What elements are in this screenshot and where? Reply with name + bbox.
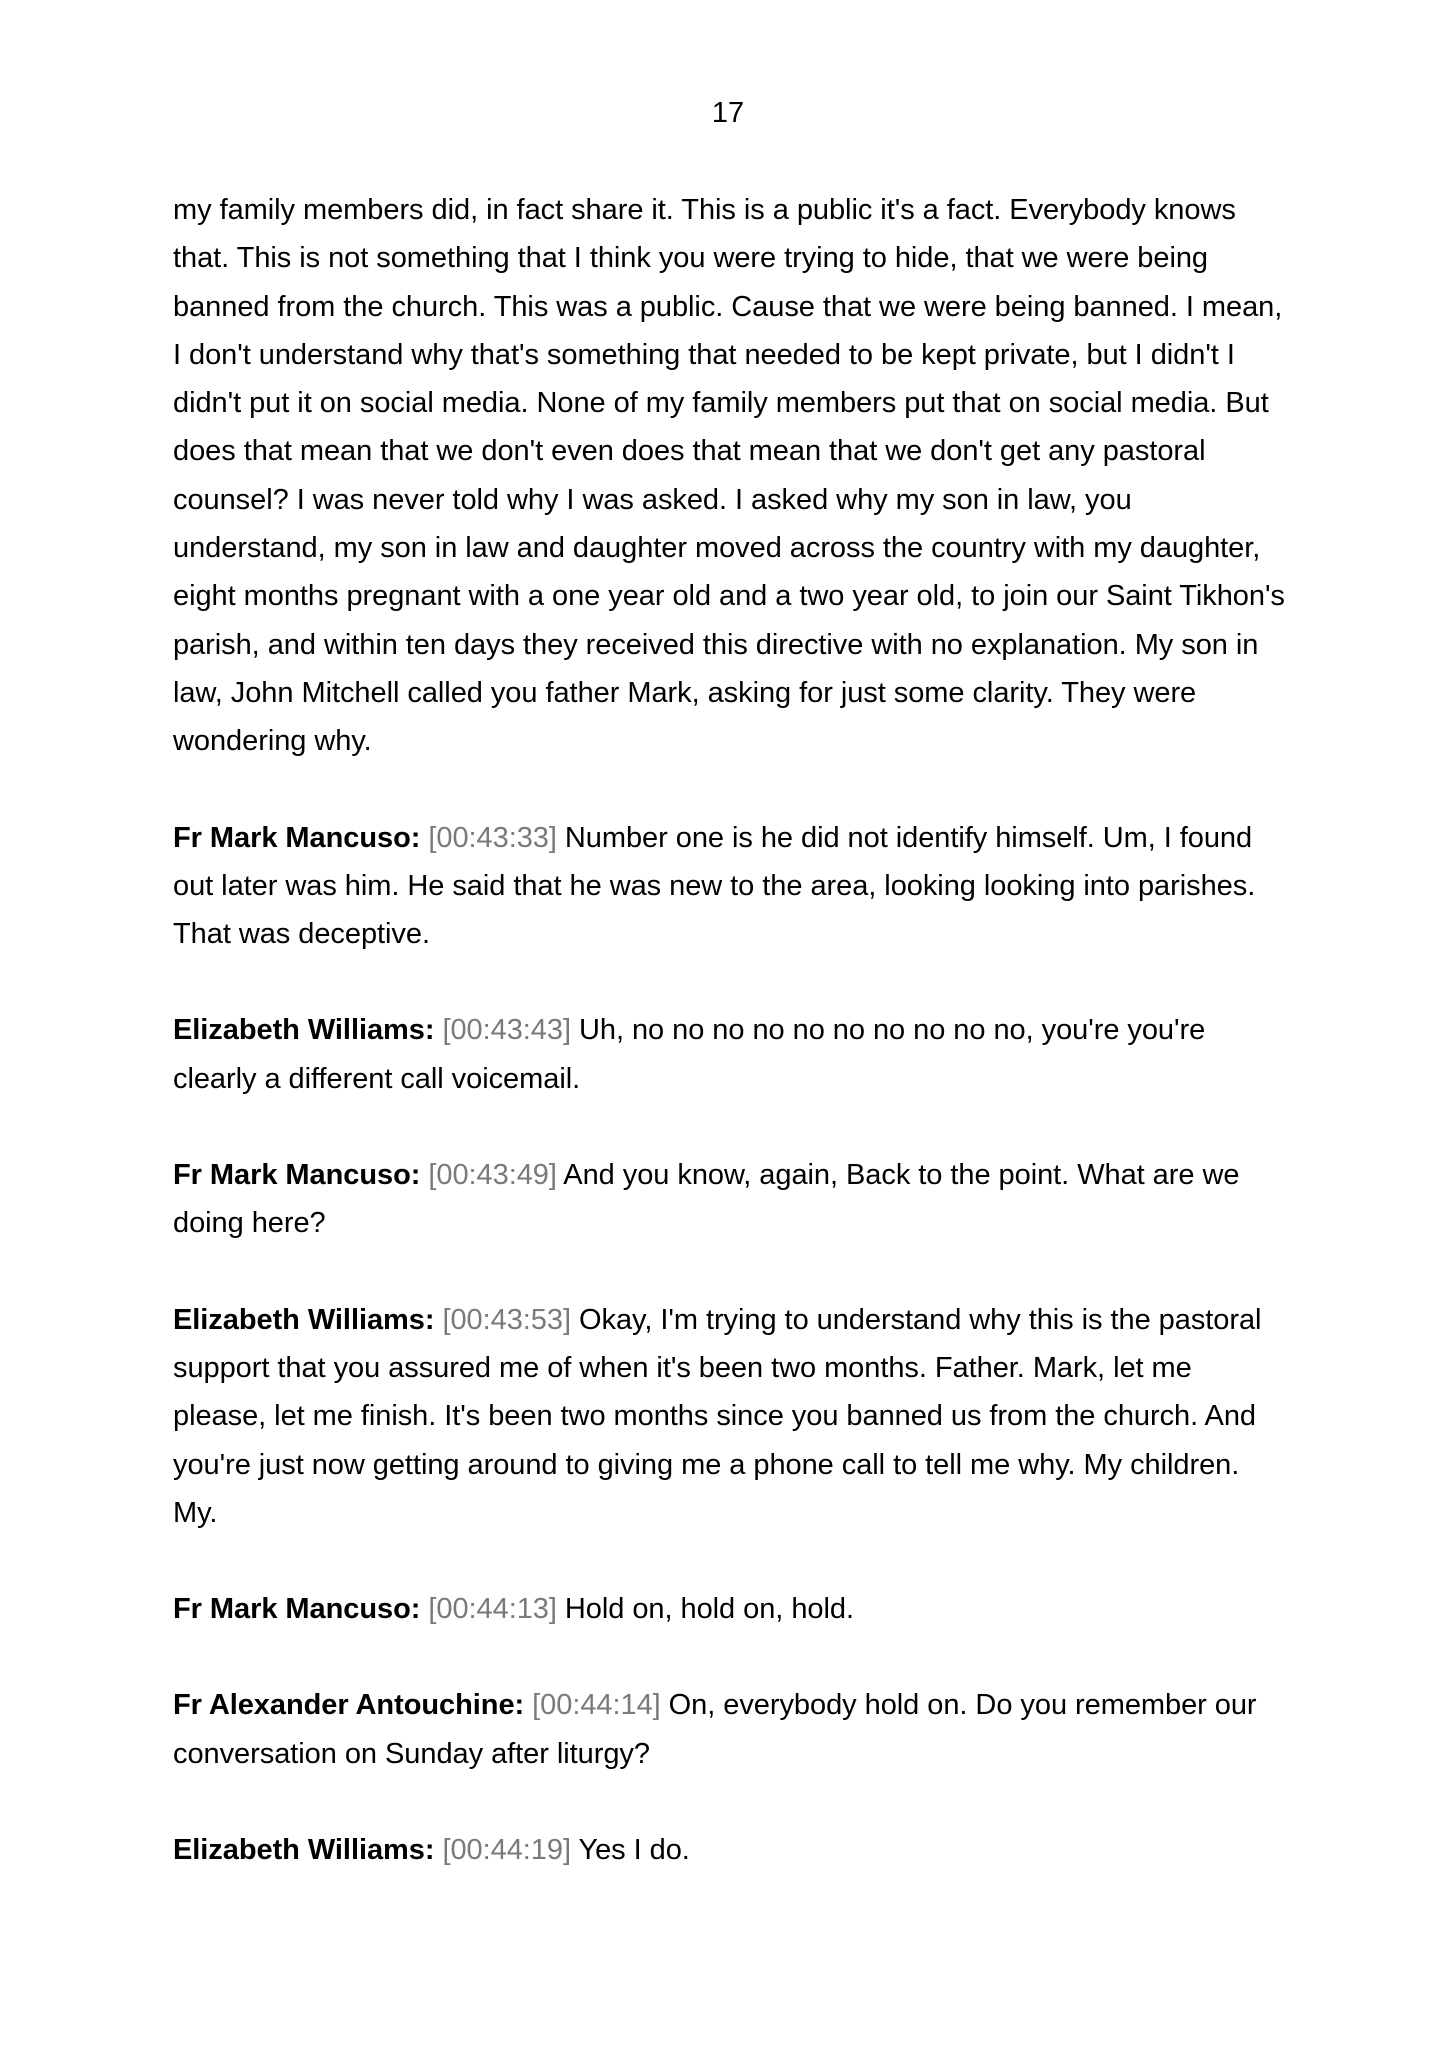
opening-paragraph: my family members did, in fact share it. This is a public it's a fact. Everybody knows that. This is not something that I think you were trying to hide, that we were being banned from the church. This was a public. Cause that we were being banned. I mean, I don't understand why that's something that needed to be kept private, but I didn't I didn't put it on social media. None of my family members put that on social media. But does that mean that we don't even does that mean that we don't get any pastoral counsel? I was never told why I was asked. I asked why my son in law, you understand, my son in law and daughter moved across the country with my daughter, eight months pregnant with a one year old and a two year old, to join our Saint Tikhon's parish, and within ten days they received this directive with no explanation. My son in law, John Mitchell called you father Mark, asking for just some clarity. They were wondering why.: [173, 194, 1285, 758]
transcript-entry: [173, 814, 1285, 959]
timestamp: [00:43:49]: [428, 1159, 557, 1192]
utterance-text: Uh, no no no no no no no no no no, you're you're clearly a different call voicemail.: [173, 1014, 1206, 1095]
speaker-name: Fr Mark Mancuso:: [173, 821, 421, 854]
timestamp: [00:44:14]: [532, 1689, 661, 1722]
utterance-text: And you know, again, Back to the point. What are we doing here?: [173, 1159, 1240, 1240]
transcript-body: [173, 186, 1285, 1922]
utterance-text: Yes I do.: [578, 1834, 690, 1867]
timestamp: [00:43:53]: [442, 1303, 571, 1336]
speaker-name: Elizabeth Williams:: [173, 1303, 435, 1336]
transcript-entry: [173, 1006, 1285, 1103]
speaker-name: Fr Alexander Antouchine:: [173, 1689, 525, 1722]
transcript-entry: [173, 1681, 1285, 1778]
speaker-name: Elizabeth Williams:: [173, 1834, 435, 1867]
timestamp: [00:44:13]: [428, 1593, 557, 1626]
transcript-entry: [173, 1151, 1285, 1248]
transcript-entry: [173, 1826, 1285, 1874]
timestamp: [00:43:33]: [428, 821, 557, 854]
transcript-entry: [173, 1585, 1285, 1633]
speaker-name: Fr Mark Mancuso:: [173, 1593, 421, 1626]
speaker-name: Fr Mark Mancuso:: [173, 1159, 421, 1192]
utterance-text: On, everybody hold on. Do you remember our conversation on Sunday after liturgy?: [173, 1689, 1257, 1770]
utterance-text: Number one is he did not identify himself. Um, I found out later was him. He said that he was new to the area, looking looking into parishes. That was deceptive.: [173, 821, 1256, 951]
utterance-text: Hold on, hold on, hold.: [564, 1593, 854, 1626]
utterance-text: Okay, I'm trying to understand why this is the pastoral support that you assured me of when it's been two months. Father. Mark, let me please, let me finish. It's been two months since you banned us from the church. And you're just now getting around to giving me a phone call to tell me why. My children. My.: [173, 1303, 1262, 1529]
timestamp: [00:44:19]: [442, 1834, 571, 1867]
page-number: 17: [711, 97, 745, 129]
timestamp: [00:43:43]: [442, 1014, 571, 1047]
transcript-entry: [173, 1296, 1285, 1537]
speaker-name: Elizabeth Williams:: [173, 1014, 435, 1047]
